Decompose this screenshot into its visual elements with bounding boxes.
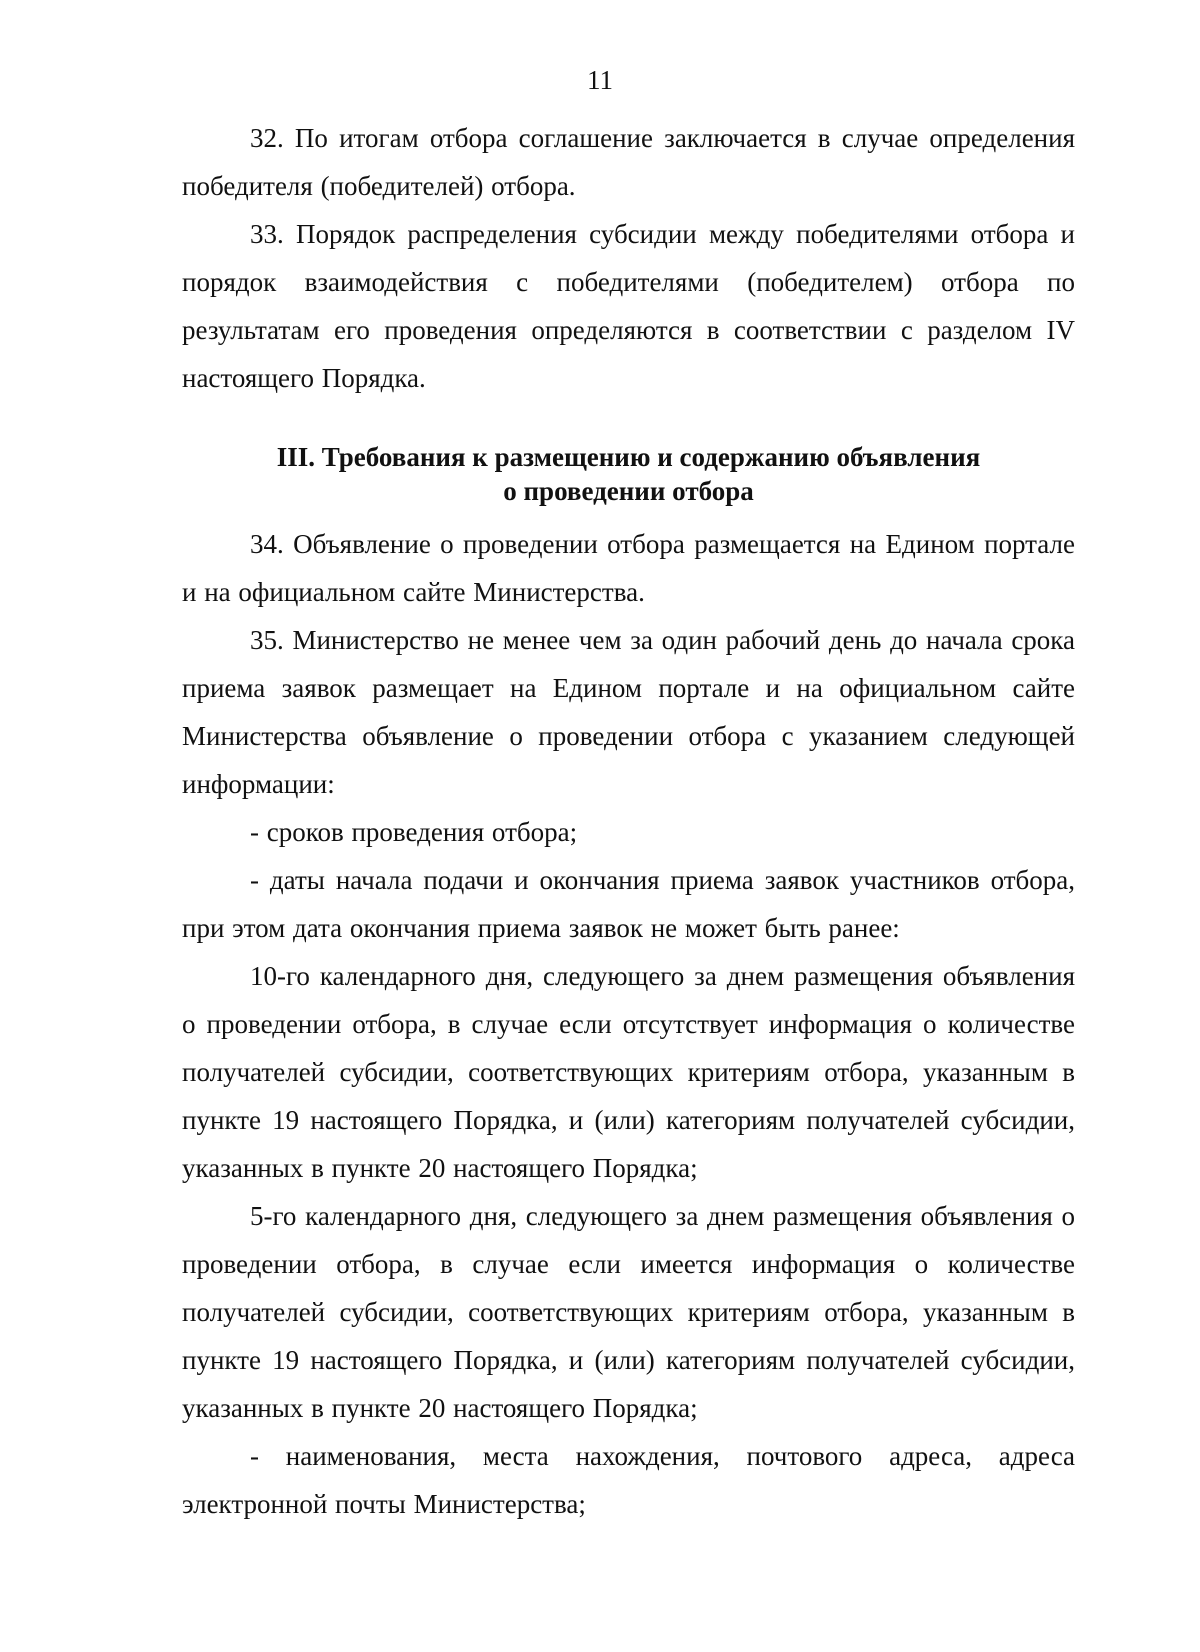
section-heading-line-2: о проведении отбора: [503, 476, 754, 506]
list-item-selection-terms: - сроков проведения отбора;: [250, 817, 578, 847]
paragraph-10th-day: 10-го календарного дня, следующего за днем размещения объявления о проведении отбора, в случае если отсутствует информация о количестве получателей субсидии, соответствующих критериям отбора, указанным в пункте 19 настоящего Порядка, и (или) категориям получателей субсидии, указанных в пункте 20 настоящего Порядка;: [182, 961, 1075, 1183]
document-body: [182, 114, 1075, 1528]
paragraph-35: 35. Министерство не менее чем за один рабочий день до начала срока приема заявок размещает на Едином портале и на официальном сайте Министерства объявление о проведении отбора с указанием следующей информации:: [182, 625, 1075, 799]
paragraph-5th-day: 5-го календарного дня, следующего за днем размещения объявления о проведении отбора, в случае если имеется информация о количестве получателей субсидии, соответствующих критериям отбора, указанным в пункте 19 настоящего Порядка, и (или) категориям получателей субсидии, указанных в пункте 20 настоящего Порядка;: [182, 1201, 1075, 1423]
list-item-ministry-contacts: - наименования, места нахождения, почтового адреса, адреса электронной почты Министерства;: [182, 1441, 1075, 1519]
page-number: 11: [587, 65, 613, 95]
section-heading-line-1: III. Требования к размещению и содержанию объявления: [276, 442, 981, 472]
section-heading: [182, 440, 1075, 508]
paragraph-34: 34. Объявление о проведении отбора размещается на Едином портале и на официальном сайте Министерства.: [182, 529, 1075, 607]
list-item-application-dates: - даты начала подачи и окончания приема заявок участников отбора, при этом дата окончания приема заявок не может быть ранее:: [182, 865, 1075, 943]
paragraph-32: 32. По итогам отбора соглашение заключается в случае определения победителя (победителей) отбора.: [182, 123, 1075, 201]
paragraph-33: 33. Порядок распределения субсидии между победителями отбора и порядок взаимодействия с победителями (победителем) отбора по результатам его проведения определяются в соответствии с разделом IV настоящего Порядка.: [182, 219, 1075, 393]
